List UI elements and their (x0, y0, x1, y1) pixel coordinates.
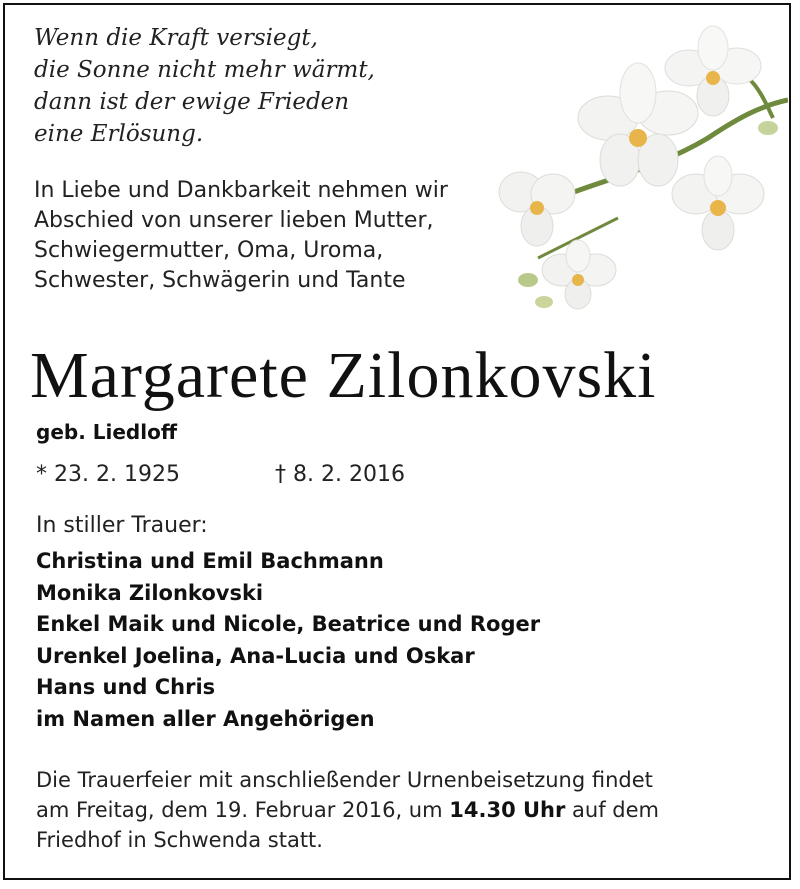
intro-text (34, 176, 448, 296)
poem (34, 22, 375, 150)
poem-line: Wenn die Kraft versiegt, (34, 25, 318, 51)
intro-line: In Liebe und Dankbarkeit nehmen wir (34, 178, 448, 203)
funeral-line (36, 795, 659, 825)
poem-line: die Sonne nicht mehr wärmt, (34, 57, 375, 83)
funeral-line: Die Trauerfeier mit anschließender Urnenbeisetzung findet (36, 768, 653, 792)
funeral-line: Friedhof in Schwenda statt. (36, 828, 323, 852)
deceased-name: Margarete Zilonkovski (30, 339, 657, 412)
poem-line: dann ist der ewige Frieden (34, 89, 350, 115)
mourner-entry: Monika Zilonkovski (36, 580, 264, 605)
mourner-entry: Hans und Chris (36, 675, 216, 699)
mourner-entry: im Namen aller Angehörigen (36, 706, 375, 731)
mourner-entry: Enkel Maik und Nicole, Beatrice und Roger (36, 612, 541, 636)
funeral-date-text: am Freitag, dem 19. Februar 2016, um (36, 798, 450, 822)
intro-line: Abschied von unserer lieben Mutter, (34, 208, 434, 233)
mourner-entry: Urenkel Joelina, Ana-Lucia und Oskar (36, 643, 475, 668)
white-orchid-image (498, 18, 788, 318)
intro-line: Schwester, Schwägerin und Tante (34, 268, 406, 293)
death-date: † 8. 2. 2016 (275, 462, 405, 487)
funeral-notice (36, 765, 659, 855)
mourners-label: In stiller Trauer: (36, 513, 208, 538)
funeral-location-text: auf dem (565, 798, 660, 822)
intro-line: Schwiegermutter, Oma, Uroma, (34, 238, 384, 263)
mourners-list (36, 546, 540, 735)
poem-line: eine Erlösung. (34, 121, 204, 147)
mourner-entry: Christina und Emil Bachmann (36, 549, 384, 573)
funeral-time: 14.30 Uhr (449, 798, 566, 822)
birth-date: * 23. 2. 1925 (36, 462, 180, 487)
maiden-name: geb. Liedloff (36, 420, 178, 444)
